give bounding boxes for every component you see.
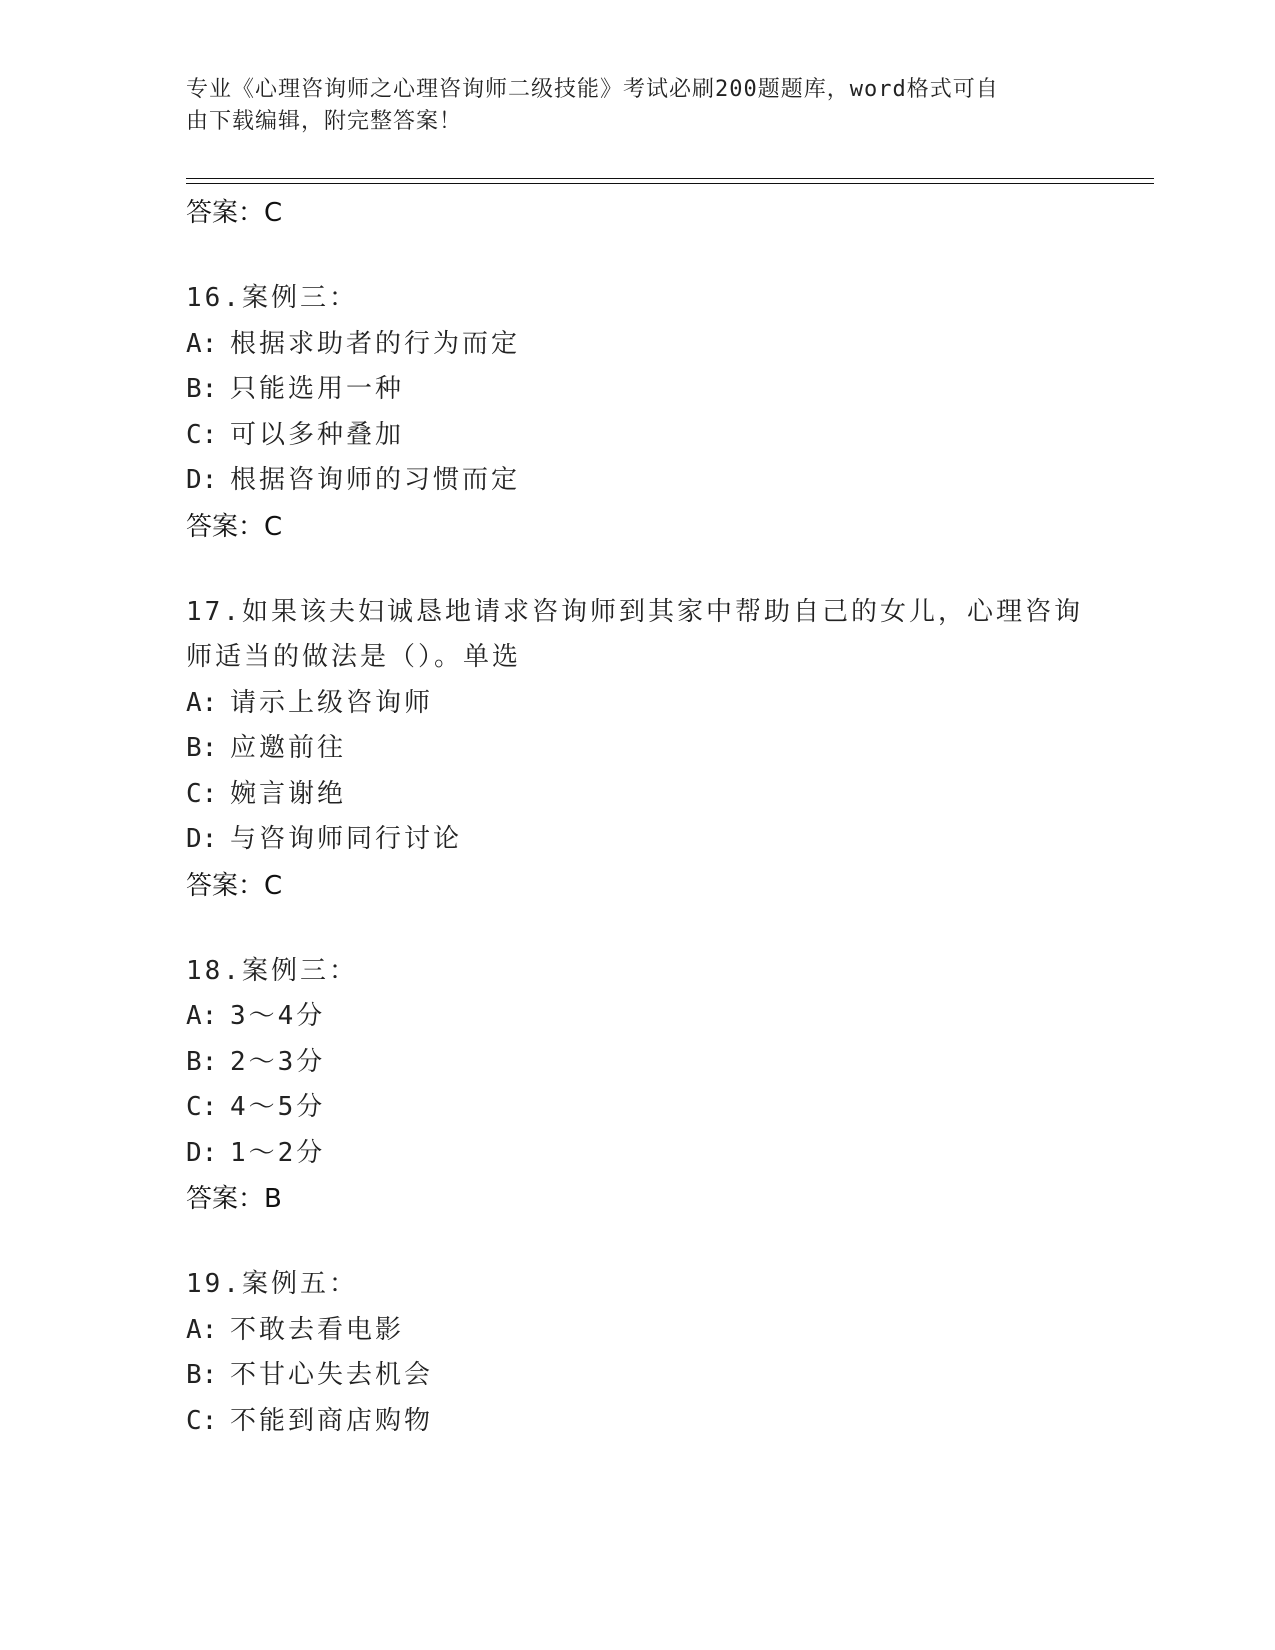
option-key: C: <box>186 1405 218 1436</box>
option-text: 根据咨询师的习惯而定 <box>230 465 521 495</box>
option-key: D: <box>186 465 218 495</box>
option-text: 请示上级咨询师 <box>230 687 434 718</box>
option-key: D: <box>186 824 218 854</box>
option-text: 应邀前往 <box>230 733 347 763</box>
option-b <box>186 726 1154 772</box>
option-b <box>186 367 1154 413</box>
option-text: 根据求助者的行为而定 <box>230 328 521 359</box>
option-c <box>186 1399 1154 1445</box>
option-text: 与咨询师同行讨论 <box>230 824 463 854</box>
question-stem: 18.案例三： <box>186 955 358 986</box>
option-text: 可以多种叠加 <box>230 419 405 450</box>
header-line: 专业《心理咨询师之心理咨询师二级技能》考试必刷200题题库，word格式可自 <box>186 77 999 102</box>
question-list <box>186 190 1154 1444</box>
question-16 <box>186 276 1154 550</box>
option-key: B: <box>186 1360 218 1390</box>
option-b <box>186 1040 1154 1086</box>
question-stem: 19.案例五： <box>186 1269 358 1299</box>
option-key: A: <box>186 687 218 718</box>
option-key: B: <box>186 733 218 763</box>
option-text: 不敢去看电影 <box>230 1314 405 1345</box>
option-text: 2～3分 <box>230 1046 326 1077</box>
option-b <box>186 1353 1154 1399</box>
header-divider-bottom <box>186 183 1154 184</box>
option-c <box>186 772 1154 818</box>
option-a <box>186 994 1154 1040</box>
option-text: 不能到商店购物 <box>230 1405 434 1436</box>
page-header <box>186 74 1066 138</box>
answer-line: 答案：B <box>186 1184 282 1214</box>
question-18 <box>186 949 1154 1223</box>
header-divider-top <box>186 178 1154 179</box>
option-key: A: <box>186 1001 218 1031</box>
option-text: 4～5分 <box>230 1092 326 1122</box>
option-d <box>186 458 1154 504</box>
option-c <box>186 413 1154 459</box>
question-stem: 17.如果该夫妇诚恳地请求咨询师到其家中帮助自己的女儿，心理咨询 <box>186 596 1083 627</box>
option-text: 3～4分 <box>230 1001 326 1031</box>
header-line: 由下载编辑，附完整答案！ <box>186 109 463 134</box>
option-c <box>186 1085 1154 1131</box>
option-key: B: <box>186 1046 218 1077</box>
option-a <box>186 1308 1154 1354</box>
option-key: C: <box>186 419 218 450</box>
option-text: 1～2分 <box>230 1137 326 1168</box>
answer-line: 答案：C <box>186 870 283 901</box>
option-key: B: <box>186 374 218 404</box>
answer-line: 答案：C <box>186 511 283 542</box>
option-text: 只能选用一种 <box>230 374 405 404</box>
option-a <box>186 681 1154 727</box>
option-key: A: <box>186 1314 218 1345</box>
question-stem: 师适当的做法是（）。单选 <box>186 642 522 672</box>
option-d <box>186 817 1154 863</box>
option-key: A: <box>186 328 218 359</box>
option-key: C: <box>186 778 218 809</box>
option-text: 不甘心失去机会 <box>230 1360 434 1390</box>
option-key: C: <box>186 1092 218 1122</box>
question-17 <box>186 590 1154 909</box>
answer-line: 答案：C <box>186 198 283 228</box>
option-text: 婉言谢绝 <box>230 778 347 809</box>
option-key: D: <box>186 1137 218 1168</box>
question-stem: 16.案例三： <box>186 283 358 313</box>
option-d <box>186 1131 1154 1177</box>
question-19 <box>186 1262 1154 1444</box>
option-a <box>186 322 1154 368</box>
